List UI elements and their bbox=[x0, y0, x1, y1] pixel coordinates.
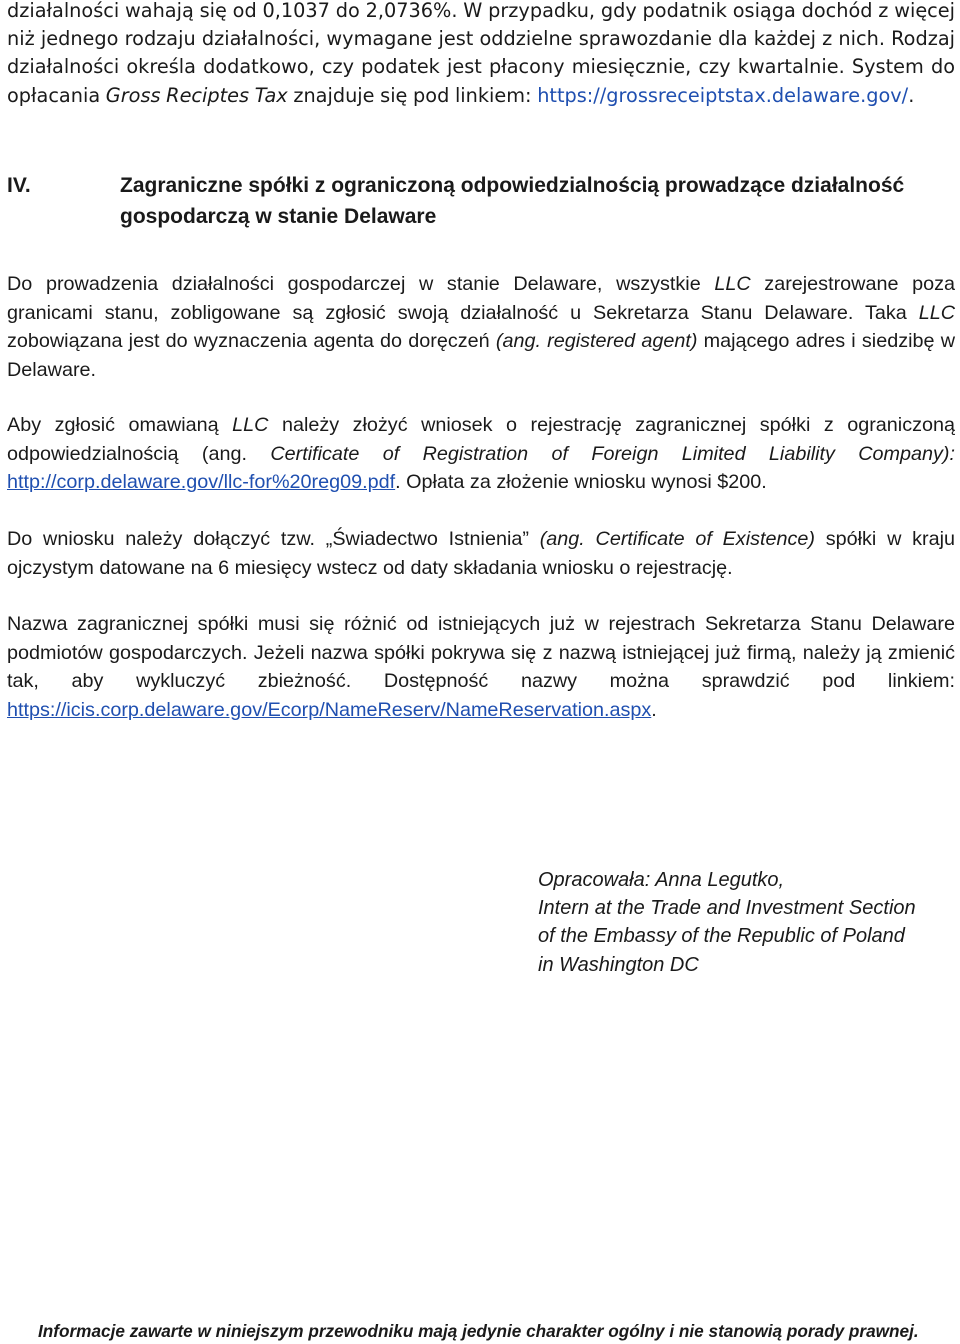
para1-text-3: zobowiązana jest do wyznaczenia agenta do doręczeń bbox=[7, 330, 496, 353]
llc-term: LLC bbox=[918, 301, 955, 324]
para3-text-2: spółki w kraju ojczystym datowane na 6 miesięcy wstecz od daty składania wniosku o rejestrację. bbox=[7, 528, 955, 579]
name-reservation-link[interactable]: https://icis.corp.delaware.gov/Ecorp/NameReserv/NameReservation.aspx bbox=[7, 698, 652, 721]
paragraph-name bbox=[7, 610, 955, 724]
para2-text-1: Aby zgłosić omawianą bbox=[7, 414, 233, 436]
section-number: IV. bbox=[7, 174, 31, 197]
embassy-line: of the Embassy of the Republic of Poland bbox=[538, 925, 905, 948]
para4-text-2: . bbox=[651, 698, 657, 721]
section-title: Zagraniczne spółki z ograniczoną odpowiedzialnością prowadzące działalność gospodarczą w stanie Delaware bbox=[120, 174, 905, 228]
para2-text-2: należy złożyć wniosek o rejestrację zagranicznej spółki z ograniczoną odpowiedzialnością (ang. bbox=[7, 414, 955, 465]
gross-receipts-tax-term: Gross Reciptes Tax bbox=[105, 83, 288, 107]
paragraph-registration bbox=[7, 270, 955, 384]
signature-block bbox=[538, 866, 958, 979]
para1-text-4: mającego adres i siedzibę w Delaware. bbox=[7, 330, 955, 381]
para2-text-4: . Opłata za złożenie wniosku wynosi $200. bbox=[395, 471, 767, 494]
llc-term: LLC bbox=[714, 273, 751, 295]
para1-text-1: Do prowadzenia działalności gospodarczej w stanie Delaware, wszystkie bbox=[7, 273, 715, 295]
para1-text-2: zarejestrowane poza granicami stanu, zobligowane są zgłosić swoją działalność u Sekretarza Stanu Delaware. Taka bbox=[7, 273, 955, 324]
tax-text-b: znajduje się pod linkiem: bbox=[287, 83, 538, 107]
certificate-registration-term: Certificate of Registration of Foreign Limited Liability Company): bbox=[270, 442, 955, 465]
role-line: Intern at the Trade and Investment Section bbox=[538, 897, 916, 920]
paragraph-application bbox=[7, 411, 955, 497]
gross-receipts-tax-link[interactable]: https://grossreceiptstax.delaware.gov/ bbox=[537, 83, 909, 107]
para3-text-1: Do wniosku należy dołączyć tzw. „Świadectwo Istnienia” bbox=[7, 528, 540, 550]
location-line: in Washington DC bbox=[538, 953, 699, 976]
author-line: Opracowała: Anna Legutko, bbox=[538, 869, 785, 891]
para4-text-1: Nazwa zagranicznej spółki musi się różnić od istniejących już w rejestrach Sekretarza Stanu Delaware podmiotów gospodarczych. Jeżeli nazwa spółki pokrywa się z nazwą istniejącej już firmą, należy ją zmienić tak, aby wykluczyć zbieżność. Dostępność nazwy można sprawdzić pod linkiem: bbox=[7, 613, 955, 693]
section-iv-heading bbox=[7, 170, 955, 232]
registered-agent-term: (ang. registered agent) bbox=[495, 330, 698, 353]
llc-registration-form-link[interactable]: http://corp.delaware.gov/llc-for%20reg09.pdf bbox=[7, 471, 396, 494]
certificate-existence-term: (ang. Certificate of Existence) bbox=[539, 528, 815, 550]
tax-paragraph bbox=[7, 0, 955, 110]
footer-disclaimer: Informacje zawarte w niniejszym przewodniku mają jedynie charakter ogólny i nie stanowią porady prawnej. bbox=[38, 1321, 919, 1341]
tax-text-a: działalności wahają się od 0,1037 do 2,0736%. W przypadku, gdy podatnik osiąga dochód z więcej niż jednego rodzaju działalności, wymagane jest oddzielne sprawozdanie dla każdej z nich. Rodzaj działalności określa dodatkowo, czy podatek jest płacony miesięcznie, czy kwartalnie. System do opłacania bbox=[7, 0, 955, 107]
tax-text-end: . bbox=[908, 83, 915, 107]
paragraph-certificate bbox=[7, 525, 955, 582]
llc-term: LLC bbox=[232, 414, 269, 436]
